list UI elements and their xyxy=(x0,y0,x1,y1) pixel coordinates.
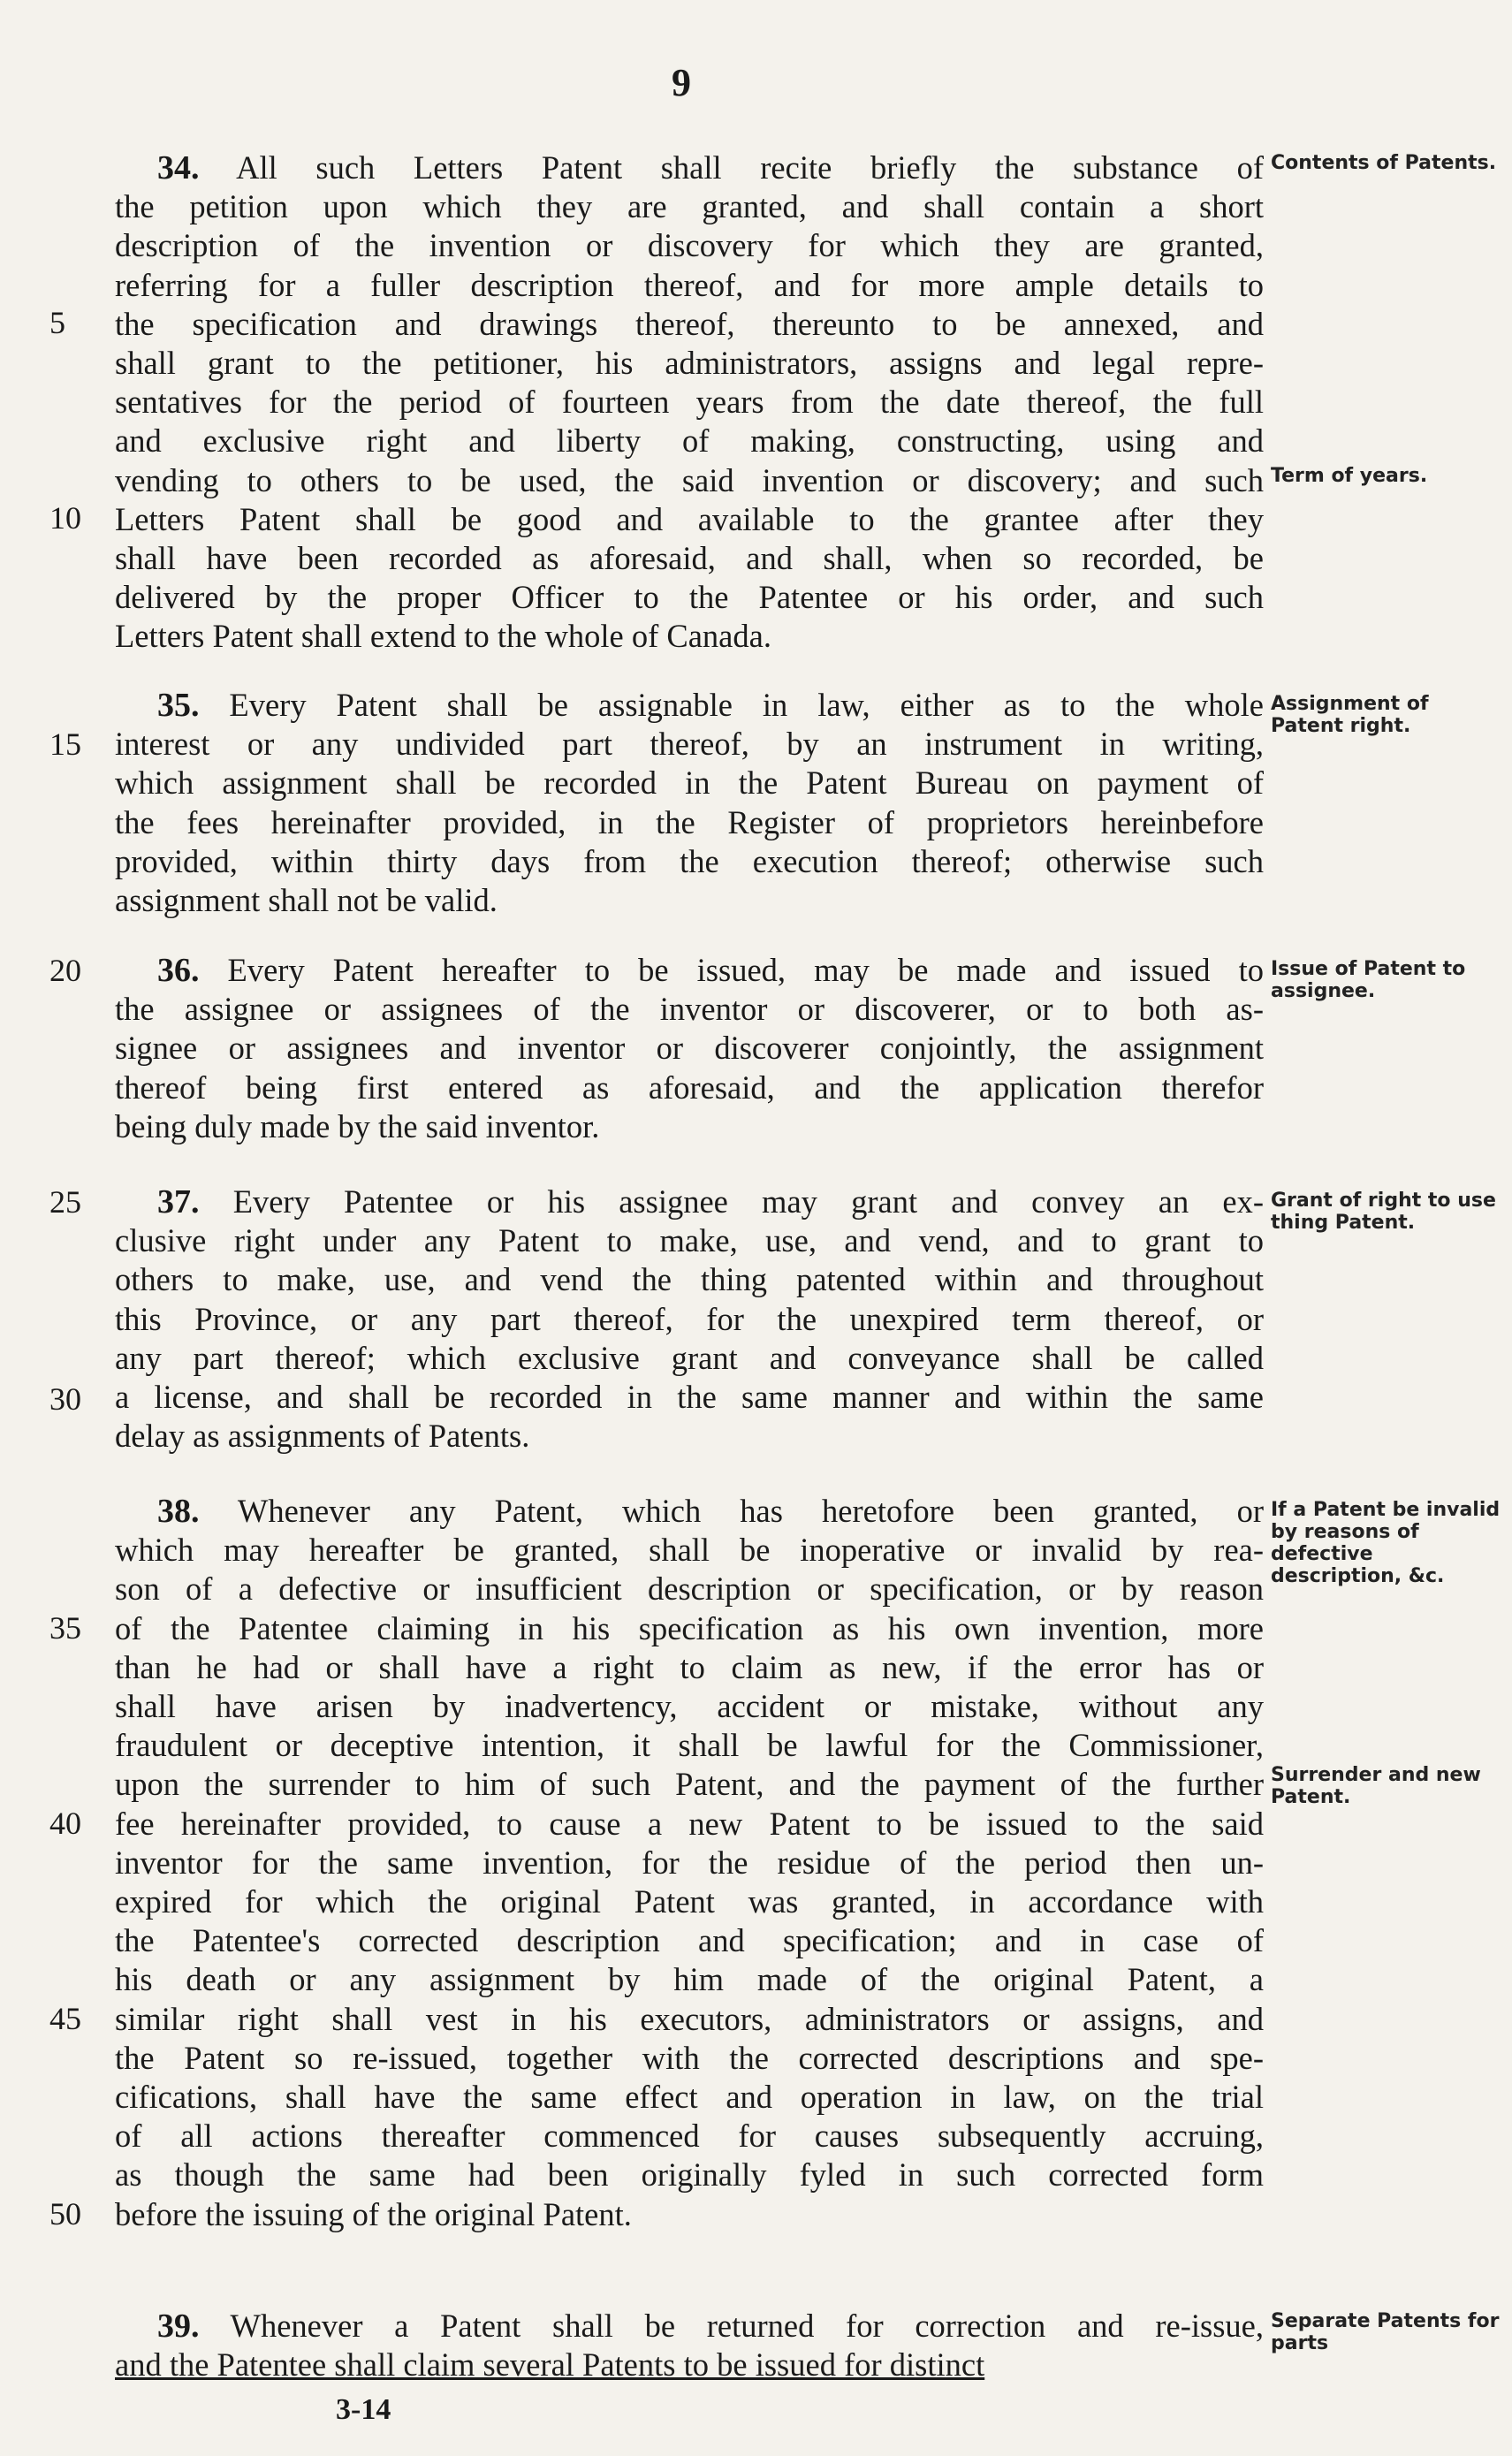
margin-note-assignment: Assignment of Patent right. xyxy=(1271,693,1429,737)
line-number-40: 40 xyxy=(49,1806,81,1841)
text-line: expired for which the original Patent was granted, in accordance with xyxy=(115,1883,1264,1920)
text-line: referring for a fuller description thereof, and for more ample details to xyxy=(115,266,1264,303)
text-line: the petition upon which they are granted, and shall contain a short xyxy=(115,188,1264,225)
text-line: the fees hereinafter provided, in the Register of proprietors hereinbefore xyxy=(115,803,1264,840)
text-line: of the Patentee claiming in his specification as his own invention, more xyxy=(115,1609,1264,1646)
text-line xyxy=(115,2307,1264,2346)
text-line: clusive right under any Patent to make, use, and vend, and to grant to xyxy=(115,1222,1264,1259)
text-line: assignment shall not be valid. xyxy=(115,882,498,919)
line-number-20: 20 xyxy=(49,953,81,988)
line-number-45: 45 xyxy=(49,2001,81,2036)
text-line: the specification and drawings thereof, thereunto to be annexed, and xyxy=(115,305,1264,342)
section-36 xyxy=(115,951,1264,1146)
section-text: Whenever any Patent, which has heretofore been granted, or xyxy=(199,1493,1264,1529)
section-38 xyxy=(115,1492,1264,2234)
text-line: the assignee or assignees of the inventor or discoverer, or to both as- xyxy=(115,991,1264,1028)
section-number: 37. xyxy=(157,1183,200,1220)
line-number-30: 30 xyxy=(49,1381,81,1417)
margin-note-contents: Contents of Patents. xyxy=(1271,152,1497,174)
margin-note-issue: Issue of Patent to assignee. xyxy=(1271,958,1466,1002)
section-number: 35. xyxy=(157,687,200,724)
text-line: this Province, or any part thereof, for the unexpired term thereof, or xyxy=(115,1300,1264,1337)
text-line: shall have been recorded as aforesaid, and shall, when so recorded, be xyxy=(115,540,1264,577)
page-number: 9 xyxy=(672,61,691,104)
text-line: his death or any assignment by him made of the original Patent, a xyxy=(115,1961,1264,1998)
text-line: any part thereof; which exclusive grant and conveyance shall be called xyxy=(115,1339,1264,1376)
margin-note-grant: Grant of right to use thing Patent. xyxy=(1271,1190,1496,1234)
text-line: son of a defective or insufficient description or specification, or by reason xyxy=(115,1570,1264,1608)
signature-mark: 3-14 xyxy=(336,2393,391,2426)
section-number: 38. xyxy=(157,1493,200,1530)
section-35 xyxy=(115,686,1264,920)
margin-note-invalid: If a Patent be invalid by reasons of defective description, &c. xyxy=(1271,1499,1501,1587)
line-number-5: 5 xyxy=(49,305,65,340)
text-line: the Patent so re-issued, together with the corrected descriptions and spe- xyxy=(115,2039,1264,2076)
text-line: than he had or shall have a right to claim as new, if the error has or xyxy=(115,1648,1264,1685)
text-line: a license, and shall be recorded in the same manner and within the same xyxy=(115,1379,1264,1416)
text-line: which may hereafter be granted, shall be inoperative or invalid by rea- xyxy=(115,1532,1264,1569)
text-line: delay as assignments of Patents. xyxy=(115,1418,530,1455)
text-line: as though the same had been originally fyled in such corrected form xyxy=(115,2156,1264,2194)
text-line: which assignment shall be recorded in the Patent Bureau on payment of xyxy=(115,764,1264,802)
margin-note-separate: Separate Patents for parts xyxy=(1271,2310,1500,2354)
text-line: upon the surrender to him of such Patent, and the payment of the further xyxy=(115,1766,1264,1803)
section-text: Every Patentee or his assignee may grant and convey an ex- xyxy=(199,1183,1264,1220)
text-line: thereof being first entered as aforesaid, and the application therefor xyxy=(115,1068,1264,1106)
section-text: Every Patent shall be assignable in law, either as to the whole xyxy=(199,687,1264,723)
section-39 xyxy=(115,2307,1264,2384)
text-line: Letters Patent shall extend to the whole of Canada. xyxy=(115,618,771,655)
text-line: shall grant to the petitioner, his administrators, assigns and legal repre- xyxy=(115,345,1264,382)
section-text: Whenever a Patent shall be returned for correction and re-issue, xyxy=(199,2308,1264,2344)
margin-note-term: Term of years. xyxy=(1271,465,1428,487)
text-line: inventor for the same invention, for the residue of the period then un- xyxy=(115,1844,1264,1881)
text-line: similar right shall vest in his executors, administrators or assigns, and xyxy=(115,2000,1264,2037)
text-line: signee or assignees and inventor or discoverer conjointly, the assignment xyxy=(115,1030,1264,1067)
text-line: others to make, use, and vend the thing patented within and throughout xyxy=(115,1261,1264,1298)
text-line xyxy=(115,148,1264,187)
text-line: and the Patentee shall claim several Patents to be issued for distinct xyxy=(115,2346,985,2384)
text-line: fee hereinafter provided, to cause a new Patent to be issued to the said xyxy=(115,1805,1264,1842)
text-line: of all actions thereafter commenced for causes subsequently accruing, xyxy=(115,2118,1264,2155)
section-text: All such Letters Patent shall recite briefly the substance of xyxy=(199,149,1264,186)
text-line: cifications, shall have the same effect and operation in law, on the trial xyxy=(115,2079,1264,2116)
line-number-25: 25 xyxy=(49,1184,81,1220)
text-line xyxy=(115,686,1264,725)
line-number-10: 10 xyxy=(49,500,81,536)
section-number: 36. xyxy=(157,952,200,989)
section-37 xyxy=(115,1182,1264,1456)
text-line: before the issuing of the original Patent. xyxy=(115,2195,632,2232)
section-34 xyxy=(115,148,1264,657)
text-line: interest or any undivided part thereof, by an instrument in writing, xyxy=(115,726,1264,763)
line-number-35: 35 xyxy=(49,1610,81,1646)
line-number-50: 50 xyxy=(49,2196,81,2232)
text-line: and exclusive right and liberty of making, constructing, using and xyxy=(115,422,1264,460)
text-line: fraudulent or deceptive intention, it shall be lawful for the Commissioner, xyxy=(115,1727,1264,1764)
text-line xyxy=(115,951,1264,990)
text-line: sentatives for the period of fourteen years from the date thereof, the full xyxy=(115,384,1264,421)
text-line xyxy=(115,1182,1264,1221)
text-line: shall have arisen by inadvertency, accident or mistake, without any xyxy=(115,1688,1264,1725)
section-text: Every Patent hereafter to be issued, may be made and issued to xyxy=(199,952,1264,988)
text-line: description of the invention or discovery for which they are granted, xyxy=(115,227,1264,264)
text-line: the Patentee's corrected description and specification; and in case of xyxy=(115,1922,1264,1959)
margin-note-surrender: Surrender and new Patent. xyxy=(1271,1764,1481,1808)
text-line: delivered by the proper Officer to the Patentee or his order, and such xyxy=(115,579,1264,616)
section-number: 34. xyxy=(157,149,200,186)
text-line: provided, within thirty days from the execution thereof; otherwise such xyxy=(115,842,1264,879)
text-line xyxy=(115,1492,1264,1531)
text-line: Letters Patent shall be good and available to the grantee after they xyxy=(115,500,1264,537)
text-line: being duly made by the said inventor. xyxy=(115,1107,600,1144)
section-number: 39. xyxy=(157,2308,200,2345)
line-number-15: 15 xyxy=(49,726,81,762)
text-line: vending to others to be used, the said invention or discovery; and such xyxy=(115,461,1264,498)
